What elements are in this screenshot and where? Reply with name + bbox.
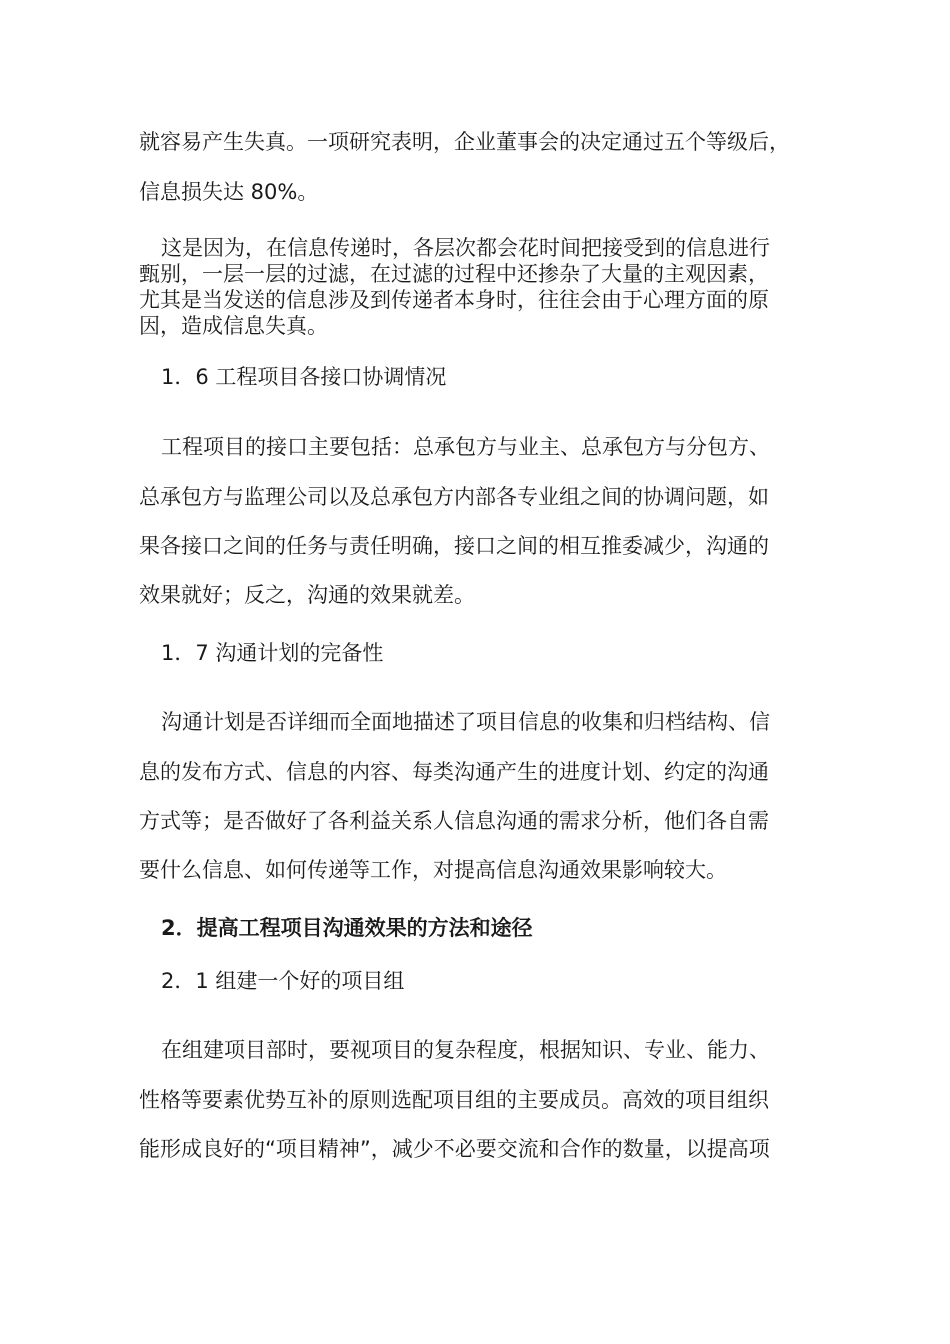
- paragraph-line: 方式等；是否做好了各利益关系人信息沟通的需求分析，他们各自需: [139, 809, 769, 833]
- paragraph-line: 总承包方与监理公司以及总承包方内部各专业组之间的协调问题，如: [139, 485, 769, 509]
- paragraph-line: 尤其是当发送的信息涉及到传递者本身时，往往会由于心理方面的原: [139, 288, 769, 312]
- paragraph-line: 沟通计划是否详细而全面地描述了项目信息的收集和归档结构、信: [161, 710, 770, 734]
- paragraph-line: 效果就好；反之，沟通的效果就差。: [139, 583, 475, 607]
- paragraph-line: 甄别，一层一层的过滤，在过滤的过程中还掺杂了大量的主观因素，: [139, 262, 769, 286]
- paragraph-line: 性格等要素优势互补的原则选配项目组的主要成员。高效的项目组织: [139, 1088, 769, 1112]
- section-heading: 1．7 沟通计划的完备性: [161, 641, 384, 665]
- paragraph-line: 果各接口之间的任务与责任明确，接口之间的相互推委减少，沟通的: [139, 534, 769, 558]
- paragraph-line: 因，造成信息失真。: [139, 314, 328, 338]
- paragraph-line: 这是因为，在信息传递时，各层次都会花时间把接受到的信息进行: [161, 236, 770, 260]
- section-heading: 1．6 工程项目各接口协调情况: [161, 365, 447, 389]
- paragraph-line: 要什么信息、如何传递等工作，对提高信息沟通效果影响较大。: [139, 858, 727, 882]
- section-heading: 2．1 组建一个好的项目组: [161, 969, 405, 993]
- paragraph-line: 工程项目的接口主要包括：总承包方与业主、总承包方与分包方、: [161, 435, 770, 459]
- paragraph-line: 能形成良好的“项目精神”，减少不必要交流和合作的数量，以提高项: [139, 1137, 770, 1161]
- paragraph-line: 信息损失达 80%。: [139, 180, 319, 204]
- paragraph-line: 息的发布方式、信息的内容、每类沟通产生的进度计划、约定的沟通: [139, 760, 769, 784]
- chapter-heading: 2．提高工程项目沟通效果的方法和途径: [161, 916, 533, 940]
- paragraph-line: 就容易产生失真。一项研究表明，企业董事会的决定通过五个等级后，: [139, 130, 790, 154]
- paragraph-line: 在组建项目部时，要视项目的复杂程度，根据知识、专业、能力、: [161, 1038, 770, 1062]
